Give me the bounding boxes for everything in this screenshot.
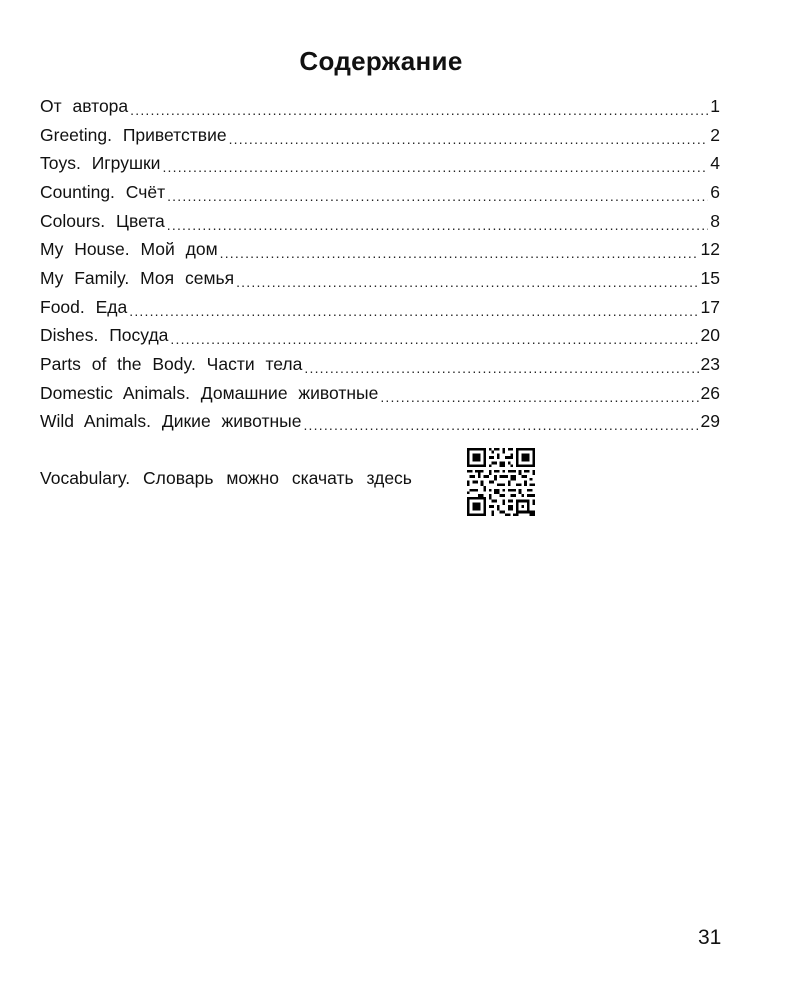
toc-entry-parts-of-the-body[interactable]	[40, 350, 720, 379]
toc-entry-label: Toys. Игрушки	[40, 153, 161, 174]
toc-entry-page: 12	[700, 239, 720, 260]
toc-entry-page: 26	[700, 382, 720, 403]
toc-entry-page: 15	[700, 267, 720, 288]
toc-entry-dishes[interactable]	[40, 322, 720, 351]
toc-leader-dots	[162, 156, 708, 177]
table-of-contents	[40, 92, 720, 436]
toc-leader-dots	[220, 242, 699, 263]
toc-leader-dots	[229, 128, 709, 149]
toc-entry-label: Wild Animals. Дикие животные	[40, 411, 302, 432]
toc-entry-page: 4	[710, 153, 720, 174]
page-title: Содержание	[299, 46, 463, 76]
toc-entry-label: My House. Мой дом	[40, 239, 218, 260]
toc-entry-toys[interactable]	[40, 149, 720, 178]
toc-entry-page: 29	[700, 411, 720, 432]
toc-leader-dots	[130, 99, 708, 120]
toc-leader-dots	[170, 328, 698, 349]
toc-entry-page: 2	[710, 124, 720, 145]
toc-entry-page: 20	[700, 325, 720, 346]
toc-entry-label: Dishes. Посуда	[40, 325, 169, 346]
toc-entry-page: 6	[710, 181, 720, 202]
page-number: 31	[698, 926, 722, 949]
toc-leader-dots	[303, 414, 698, 435]
toc-entry-label: Colours. Цвета	[40, 210, 165, 231]
vocabulary-note: Vocabulary. Словарь можно скачать здесь	[40, 468, 412, 488]
toc-entry-page: 1	[710, 95, 720, 116]
toc-entry-domestic-animals[interactable]	[40, 379, 720, 408]
toc-leader-dots	[304, 357, 698, 378]
toc-leader-dots	[167, 214, 708, 235]
toc-entry-label: Parts of the Body. Части тела	[40, 354, 303, 375]
toc-entry-counting[interactable]	[40, 178, 720, 207]
toc-leader-dots	[129, 300, 698, 321]
toc-entry-label: Greeting. Приветствие	[40, 124, 227, 145]
toc-entry-my-house[interactable]	[40, 235, 720, 264]
toc-leader-dots	[236, 271, 698, 292]
toc-entry-page: 8	[710, 210, 720, 231]
toc-entry-page: 23	[700, 354, 720, 375]
toc-entry-label: Domestic Animals. Домашние животные	[40, 382, 379, 403]
toc-entry-wild-animals[interactable]	[40, 408, 720, 437]
toc-leader-dots	[380, 386, 698, 407]
toc-entry-colours[interactable]	[40, 207, 720, 236]
toc-entry-food[interactable]	[40, 293, 720, 322]
toc-entry-label: My Family. Моя семья	[40, 267, 235, 288]
toc-entry-page: 17	[700, 296, 720, 317]
toc-entry-label: Food. Еда	[40, 296, 128, 317]
qr-code-icon[interactable]	[467, 448, 535, 516]
toc-entry-label: Counting. Счёт	[40, 181, 166, 202]
toc-entry-from-author[interactable]	[40, 92, 720, 121]
toc-entry-greeting[interactable]	[40, 121, 720, 150]
toc-entry-label: От автора	[40, 95, 129, 116]
toc-leader-dots	[167, 185, 708, 206]
toc-entry-my-family[interactable]	[40, 264, 720, 293]
